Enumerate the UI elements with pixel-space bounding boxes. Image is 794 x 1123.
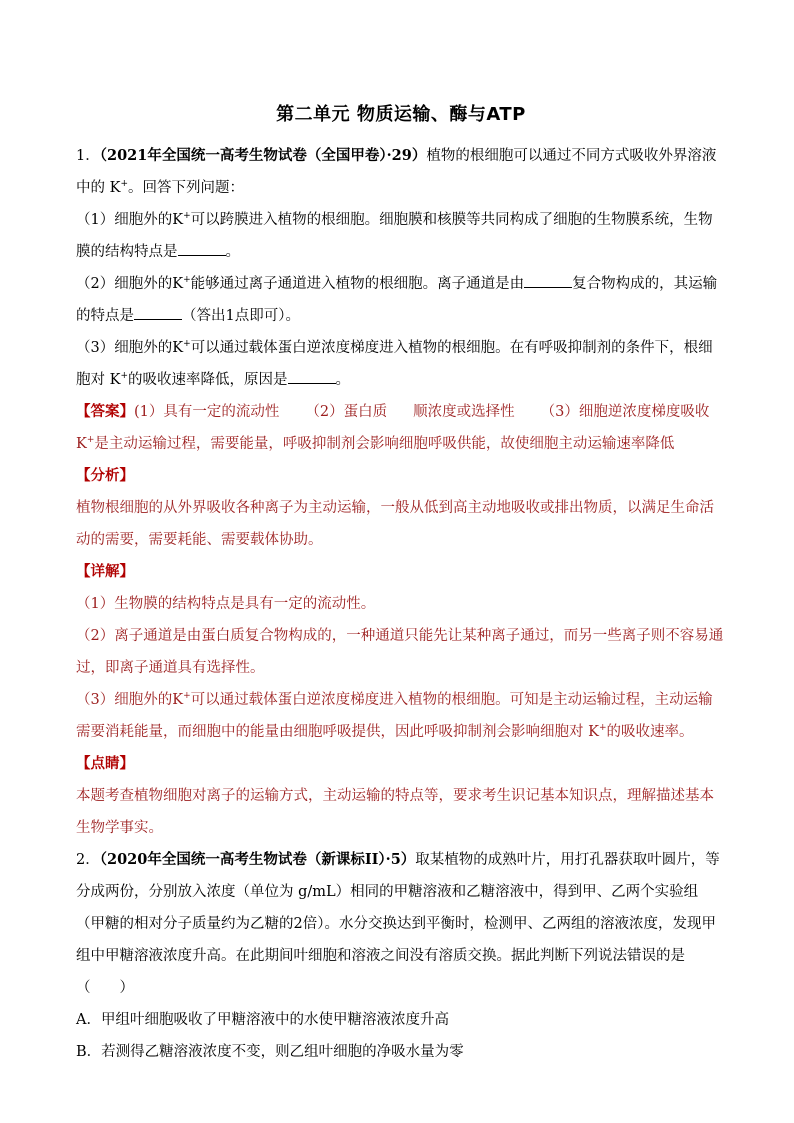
answer-tag: 【答案】 [76, 403, 134, 420]
question-2-option-b: B．若测得乙糖溶液浓度不变，则乙组叶细胞的净吸水量为零 [76, 1044, 464, 1060]
analysis-text: 植物根细胞的从外界吸收各种离子为主动运输，一般从低到高主动地吸收或排出物质，以满足生命活动的需要，需要耗能、需要载体协助。 [76, 500, 714, 548]
question-2-option-a: A．甲组叶细胞吸收了甲糖溶液中的水使甲糖溶液浓度升高 [76, 1012, 449, 1028]
answer-blank [288, 369, 336, 384]
detail-tag: 【详解】 [76, 563, 134, 580]
question-1-part-1: （1）细胞外的K+可以跨膜进入植物的根细胞。细胞膜和核膜等共同构成了细胞的生物膜系统，生物膜的结构特点是 。 [76, 211, 713, 260]
comment-tag: 【点睛】 [76, 755, 134, 772]
comment-text: 本题考查植物细胞对离子的运输方式，主动运输的特点等，要求考生识记基本知识点，理解描述基本生物学事实。 [76, 788, 714, 836]
question-1-part-3: （3）细胞外的K+可以通过载体蛋白逆浓度梯度进入植物的根细胞。在有呼吸抑制剂的条件下，根细胞对 K+的吸收速率降低，原因是 。 [76, 339, 713, 388]
answer-blank [524, 273, 572, 288]
detail-1: （1）生物膜的结构特点是具有一定的流动性。 [76, 596, 376, 612]
page-title: 第二单元 物质运输、酶与ATP [276, 104, 526, 125]
answer-blank [134, 305, 182, 320]
answer-section: 【答案】(1）具有一定的流动性 （2）蛋白质 顺浓度或选择性 （3）细胞逆浓度梯度吸收 K+是主动运输过程，需要能量，呼吸抑制剂会影响细胞呼吸供能，故使细胞主动运输速率降低 [76, 403, 710, 452]
question-2-stem: 2．（2020年全国统一高考生物试卷（新课标II）·5）取某植物的成熟叶片，用打孔器获取叶圆片，等分成两份，分别放入浓度（单位为 g/mL）相同的甲糖溶液和乙糖溶液中，得到甲、乙两个实验组（甲糖的相对分子质量约为乙糖的2倍）。水分交换达到平衡时，检测甲、乙两组的溶液浓度，发现甲组中甲糖溶液浓度升高。在此期间叶细胞和溶液之间没有溶质交换。据此判断下列说法错误的是（ ） [76, 851, 720, 996]
detail-3: （3）细胞外的K+可以通过载体蛋白逆浓度梯度进入植物的根细胞。可知是主动运输过程，主动运输需要消耗能量，而细胞中的能量由细胞呼吸提供，因此呼吸抑制剂会影响细胞对 K+的吸收速率。 [76, 691, 713, 740]
detail-2: （2）离子通道是由蛋白质复合物构成的，一种通道只能先让某种离子通过，而另一些离子则不容易通过，即离子通道具有选择性。 [76, 628, 724, 676]
question-2-source: （2020年全国统一高考生物试卷（新课标II）·5） [99, 851, 416, 868]
question-1-part-2: （2）细胞外的K+能够通过离子通道进入植物的根细胞。离子通道是由 复合物构成的，其运输的特点是 （答出1点即可）。 [76, 268, 726, 332]
question-1-stem: 1．（2021年全国统一高考生物试卷（全国甲卷）·29）植物的根细胞可以通过不同方式吸收外界溶液中的 K+。回答下列问题： [76, 147, 717, 196]
answer-blank [178, 241, 226, 256]
document-page [76, 100, 726, 1068]
question-1-source: （2021年全国统一高考生物试卷（全国甲卷）·29） [99, 147, 427, 164]
analysis-tag: 【分析】 [76, 467, 134, 484]
